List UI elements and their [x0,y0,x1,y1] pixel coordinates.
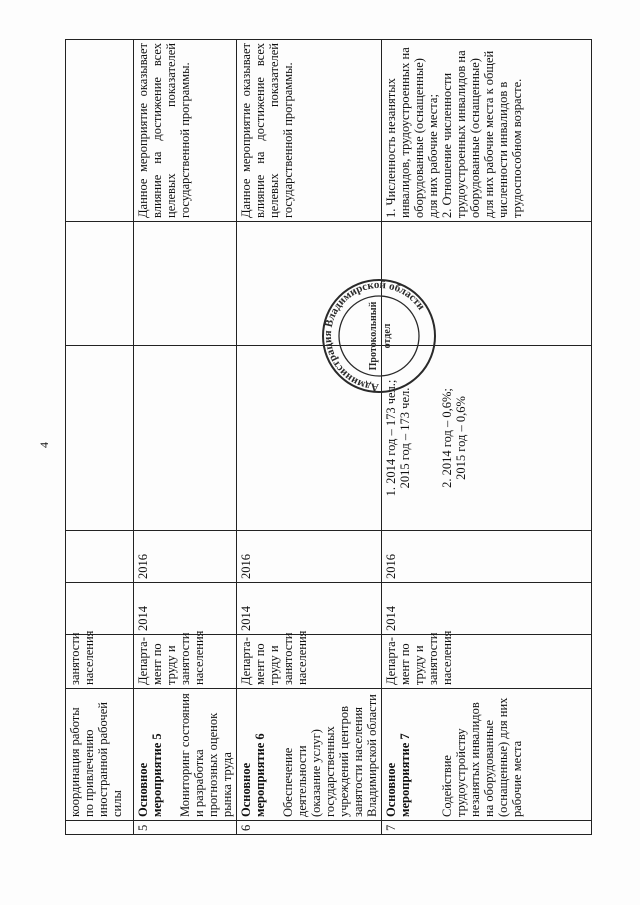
cell-name [66,689,134,821]
table-row [66,40,134,835]
cell-year-end: 2016 [237,531,382,583]
cell-effect: Данное мероприятие оказывает влияние на достижение всех целевых показателей государственной программы. [134,40,237,222]
cell-num: 7 [382,821,592,835]
cell-responsible: Департа-мент по труду и занятости населения [382,635,592,689]
cell-effect [382,40,592,222]
measure-title: Основное мероприятие 7 [384,733,412,817]
indicator-1b: 2015 год – 173 чел. [398,387,412,489]
cell-name [237,689,382,821]
effect-2: 2. Отношение численности трудоустроенных инвалидов на оборудованные (оснащенные) для них рабочие места к общей численности инвалидов в трудоспособном возрасте. [440,50,524,218]
cell-indicators-2 [134,222,237,346]
cell-year-start: 2014 [382,583,592,635]
measure-title: Основное мероприятие 6 [239,733,267,817]
indicator-2b: 2015 год – 0,6% [454,396,468,480]
cell-responsible: Департа-мент по труду и занятости населения [237,635,382,689]
page-number: 4 [37,442,51,448]
measure-title: Основное мероприятие 5 [136,733,164,817]
stamp-center-line1: Протокольный [368,301,379,371]
cell-year-end [66,531,134,583]
stamp-center-line2: отдел [382,323,393,349]
measure-text: Обеспечение деятельности (оказание услуг) государственных учреждений центров занятости населения Владимирской области [281,694,379,817]
measure-text: Содействие трудоустройству незанятых инвалидов на оборудованные (оснащенные) для них рабочие места [440,697,524,817]
cell-year-end: 2016 [382,531,592,583]
cell-num [66,821,134,835]
cell-name [382,689,592,821]
table-row [134,40,237,835]
cell-num: 6 [237,821,382,835]
cell-year-start [66,583,134,635]
cell-responsible: занятости населения [66,635,134,689]
rotated-document [37,40,580,835]
cell-name [134,689,237,821]
indicator-1a: 1. 2014 год – 173 чел.; [384,379,398,497]
stamp-ring-text: Администрация Владимирской области [321,278,428,394]
measure-text: координация работы по привлечению иностранной рабочей силы [68,702,124,817]
measures-table [65,39,592,835]
cell-year-start: 2014 [237,583,382,635]
measure-text: Мониторинг состояния и разработка прогнозных оценок рынка труда [178,693,234,817]
cell-year-start: 2014 [134,583,237,635]
cell-indicators-2 [66,222,134,346]
indicator-2a: 2. 2014 год – 0,6%; [440,388,454,488]
cell-effect: Данное мероприятие оказывает влияние на достижение всех целевых показателей государственной программы. [237,40,382,222]
effect-1: 1. Численность незанятых инвалидов, трудоустроенных на оборудованные (оснащенные) для них рабочие места; [384,47,440,218]
cell-responsible: Департа-мент по труду и занятости населения [134,635,237,689]
cell-effect [66,40,134,222]
cell-year-end: 2016 [134,531,237,583]
cell-num: 5 [134,821,237,835]
cell-indicators [66,346,134,531]
official-stamp [320,277,438,395]
table-row [237,40,382,835]
table-row [382,40,592,835]
cell-indicators [134,346,237,531]
